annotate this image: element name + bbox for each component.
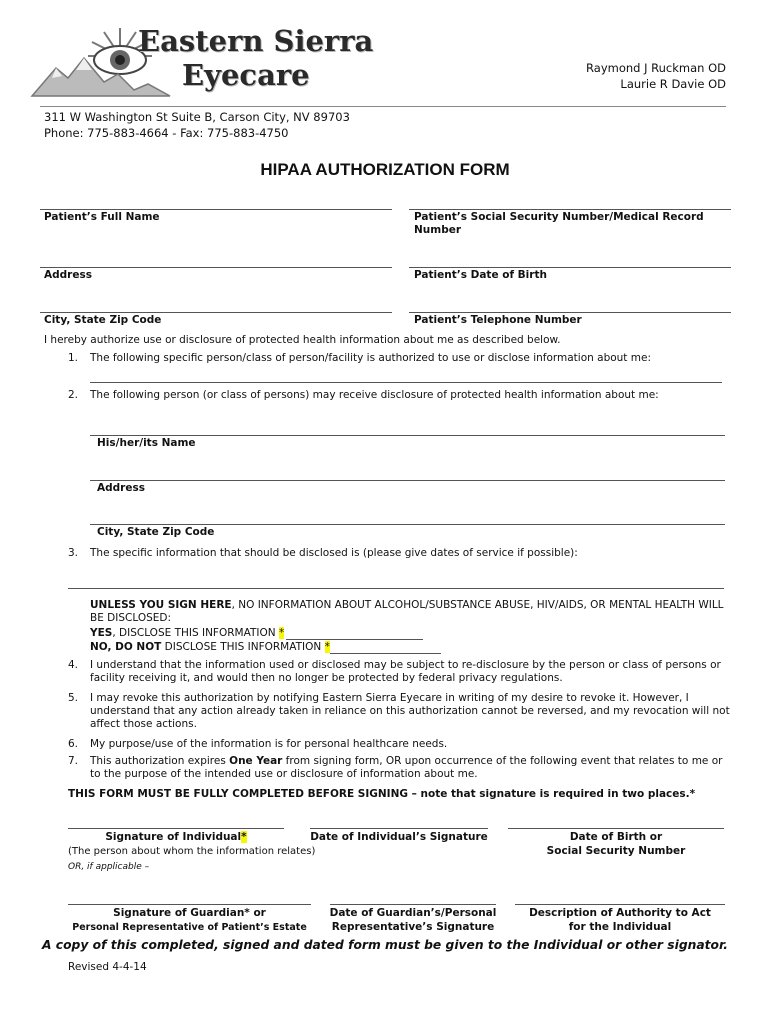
logo-name-line2: Eyecare	[182, 58, 310, 92]
no-text: DISCLOSE THIS INFORMATION	[161, 641, 325, 653]
item-1-number: 1.	[68, 352, 79, 364]
copy-notice: A copy of this completed, signed and dated form must be given to the Individual or other signator.	[42, 938, 728, 952]
item-5-number: 5.	[68, 692, 79, 704]
or-applicable-note: OR, if applicable –	[68, 862, 150, 872]
unless-sign-rest: , NO INFORMATION ABOUT ALCOHOL/SUBSTANCE ABUSE, HIV/AIDS, OR MENTAL HEALTH WILL BE DISCLOSED:	[90, 599, 724, 624]
item-6-text: My purpose/use of the information is for personal healthcare needs.	[90, 738, 448, 750]
individual-date-label: Date of Individual’s Signature	[310, 831, 488, 843]
item-7-one-year: One Year	[229, 755, 283, 767]
item-4-number: 4.	[68, 659, 79, 671]
item-7-text	[90, 755, 730, 781]
recipient-name-label: His/her/its Name	[97, 437, 196, 449]
ssn-line[interactable]	[409, 209, 731, 210]
dob-ssn-label-2: Social Security Number	[546, 845, 686, 857]
recipient-address-line[interactable]	[90, 480, 725, 481]
clinic-address: 311 W Washington St Suite B, Carson City, NV 89703	[44, 110, 350, 124]
unless-sign-bold: UNLESS YOU SIGN HERE	[90, 599, 232, 611]
recipient-name-line[interactable]	[90, 435, 725, 436]
item-2-text: The following person (or class of persons) may receive disclosure of protected health information about me:	[90, 389, 659, 401]
dob-label: Patient’s Date of Birth	[414, 269, 547, 281]
address-label: Address	[44, 269, 92, 281]
item-4-text: I understand that the information used or disclosed may be subject to re-disclosure by the person or class of persons or facility receiving it, and would then no longer be protected by federal privacy regulations.	[90, 659, 721, 684]
item-3-line[interactable]	[68, 588, 724, 589]
no-disclose-row	[90, 641, 330, 654]
patient-name-line[interactable]	[40, 209, 392, 210]
phone-label: Patient’s Telephone Number	[414, 314, 582, 326]
item-6-number: 6.	[68, 738, 79, 750]
authority-label-1: Description of Authority to Act	[529, 907, 711, 919]
intro-text: I hereby authorize use or disclosure of protected health information about me as described below.	[44, 334, 561, 346]
dob-line[interactable]	[409, 267, 731, 268]
revised-date: Revised 4-4-14	[68, 961, 147, 973]
page-title: HIPAA AUTHORIZATION FORM	[260, 160, 510, 179]
yes-text: , DISCLOSE THIS INFORMATION	[112, 627, 279, 639]
doctor-1: Raymond J Ruckman OD	[586, 61, 726, 75]
individual-signature-line[interactable]	[68, 828, 284, 829]
item-7-text-a: This authorization expires	[90, 755, 230, 767]
individual-signature-label	[68, 831, 284, 844]
item-1-text: The following specific person/class of person/facility is authorized to use or disclose information about me:	[90, 352, 651, 364]
address-line[interactable]	[40, 267, 392, 268]
no-bold: NO, DO NOT	[90, 641, 162, 653]
logo	[30, 20, 374, 102]
recipient-city-line[interactable]	[90, 524, 725, 525]
item-7-text-b: from signing form, OR upon occurrence of the following event that relates to me or to the purpose of the intended use or disclosure of information about me.	[90, 755, 723, 780]
individual-star: *	[241, 831, 247, 843]
yes-bold: YES	[90, 627, 113, 639]
city-line[interactable]	[40, 312, 392, 313]
individual-date-line[interactable]	[310, 828, 488, 829]
item-2-number: 2.	[68, 389, 79, 401]
item-1-line[interactable]	[90, 382, 722, 383]
guardian-signature-line[interactable]	[68, 904, 311, 905]
logo-name-line1: Eastern Sierra	[138, 24, 374, 58]
yes-star: *	[278, 627, 285, 639]
guardian-date-label-2: Representative’s Signature	[331, 921, 495, 933]
guardian-signature-label-1: Signature of Guardian* or	[113, 907, 266, 919]
guardian-date-line[interactable]	[330, 904, 496, 905]
doctor-2: Laurie R Davie OD	[620, 77, 726, 91]
dob-ssn-line[interactable]	[508, 828, 724, 829]
ssn-mrn-label: Patient’s Social Security Number/Medical Record Number	[414, 211, 704, 236]
individual-signature-text: Signature of Individual	[105, 831, 242, 843]
yes-signature-line[interactable]	[286, 639, 423, 640]
individual-note: (The person about whom the information relates)	[68, 846, 316, 857]
header-divider	[40, 106, 726, 107]
item-3-number: 3.	[68, 547, 79, 559]
unless-sign-notice	[90, 599, 730, 625]
item-7-number: 7.	[68, 755, 79, 767]
recipient-address-label: Address	[97, 482, 145, 494]
must-complete-notice: THIS FORM MUST BE FULLY COMPLETED BEFORE SIGNING – note that signature is required in two places.*	[68, 788, 696, 800]
item-3-text: The specific information that should be disclosed is (please give dates of service if possible):	[90, 547, 578, 559]
yes-disclose-row	[90, 627, 284, 640]
phone-line[interactable]	[409, 312, 731, 313]
no-star: *	[324, 641, 330, 653]
recipient-city-label: City, State Zip Code	[97, 526, 215, 538]
guardian-signature-label-2: Personal Representative of Patient’s Estate	[72, 922, 307, 933]
guardian-date-label-1: Date of Guardian’s/Personal	[329, 907, 497, 919]
city-state-zip-label: City, State Zip Code	[44, 314, 162, 326]
authority-label-2: for the Individual	[568, 921, 672, 933]
clinic-phone-fax: Phone: 775-883-4664 - Fax: 775-883-4750	[44, 126, 289, 140]
authority-line[interactable]	[515, 904, 725, 905]
patient-name-label: Patient’s Full Name	[44, 211, 160, 223]
dob-ssn-label-1: Date of Birth or	[569, 831, 663, 843]
no-signature-line[interactable]	[330, 653, 441, 654]
item-5-text: I may revoke this authorization by notifying Eastern Sierra Eyecare in writing of my desire to revoke it. However, I understand that any action already taken in reliance on this authorization cannot be reversed, and my revocation will not affect those actions.	[90, 692, 730, 730]
